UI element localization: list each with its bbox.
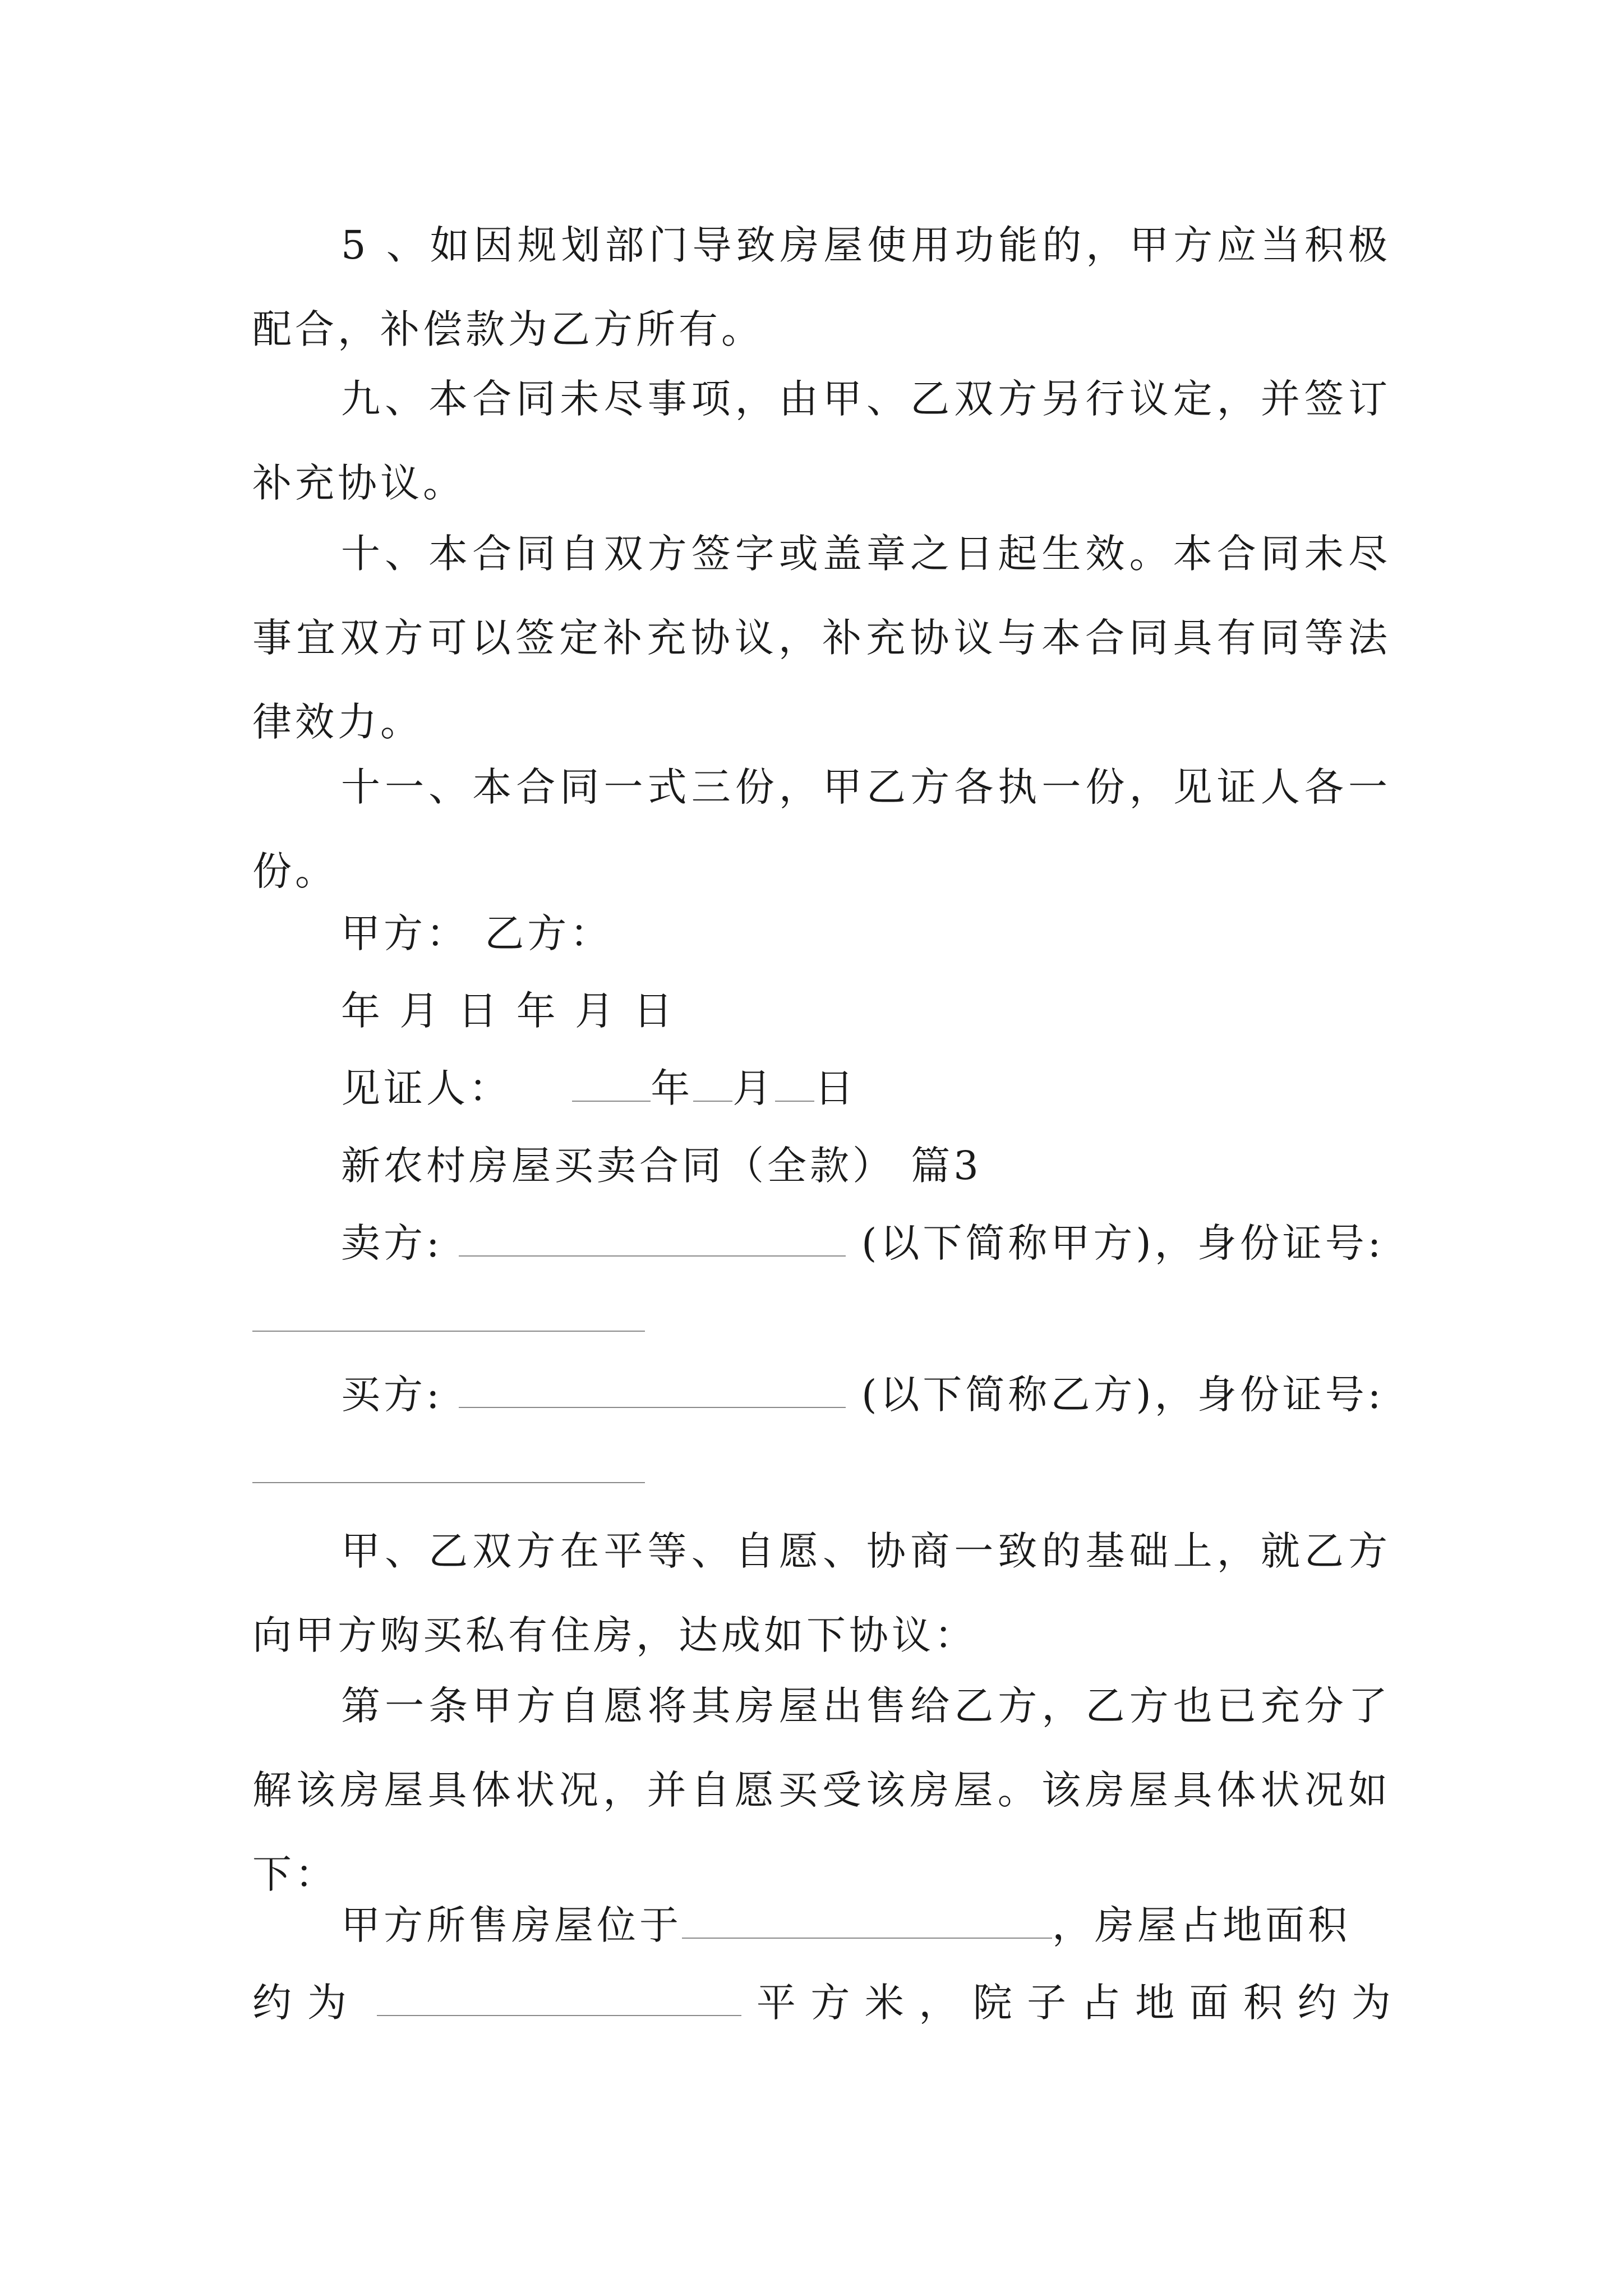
- area-blank[interactable]: [377, 1976, 741, 2016]
- area-suffix-5: 子: [1027, 1980, 1067, 2026]
- area-suffix-4: 院: [972, 1980, 1012, 2026]
- area-suffix-11: 为: [1351, 1980, 1391, 2026]
- section-title: 新农村房屋买卖合同（全款） 篇3: [341, 1143, 982, 1189]
- witness-line: [341, 1060, 857, 1116]
- location-suffix: ，房屋占地面积: [1052, 1902, 1350, 1948]
- seller-name-blank[interactable]: [459, 1216, 846, 1257]
- seller-suffix: (以下简称甲方)，身份证号:: [861, 1220, 1385, 1266]
- area-suffix-7: 地: [1135, 1980, 1175, 2026]
- area-suffix-8: 面: [1189, 1980, 1229, 2026]
- area-suffix-9: 积: [1243, 1980, 1283, 2026]
- witness-year-label: 年: [651, 1065, 694, 1111]
- area-suffix-2: 米: [864, 1980, 904, 2026]
- witness-year-blank[interactable]: [572, 1061, 651, 1102]
- witness-month-label: 月: [732, 1065, 776, 1111]
- buyer-name-blank[interactable]: [459, 1368, 846, 1408]
- area-prefix: 约为: [252, 1980, 362, 2026]
- clause-11: 十一、本合同一式三份，甲乙方各执一份，见证人各一份。: [252, 764, 1391, 894]
- area-line: [252, 1975, 1391, 2031]
- article-1: 第一条甲方自愿将其房屋出售给乙方，乙方也已充分了解该房屋具体状况，并自愿买受该房屋。该房屋具体状况如下：: [252, 1683, 1391, 1897]
- buyer-suffix: (以下简称乙方)，身份证号:: [861, 1372, 1385, 1418]
- area-suffix-10: 约: [1297, 1980, 1337, 2026]
- location-prefix: 甲方所售房屋位于: [341, 1902, 682, 1948]
- signature-parties: 甲方： 乙方：: [341, 910, 613, 956]
- location-blank[interactable]: [682, 1898, 1052, 1939]
- clause-5: 5 、如因规划部门导致房屋使用功能的，甲方应当积极配合，补偿款为乙方所有。: [252, 222, 1391, 352]
- seller-line: [341, 1215, 1384, 1271]
- witness-month-blank[interactable]: [693, 1061, 732, 1102]
- intro-paragraph: 甲、乙双方在平等、自愿、协商一致的基础上，就乙方向甲方购买私有住房，达成如下协议：: [252, 1528, 1391, 1658]
- clause-9: 九、本合同未尽事项，由甲、乙双方另行议定，并签订补充协议。: [252, 376, 1391, 506]
- seller-label: 卖方:: [341, 1220, 443, 1266]
- seller-id-blank[interactable]: [252, 1331, 645, 1332]
- area-suffix-6: 占: [1081, 1980, 1121, 2026]
- area-suffix-1: 方: [810, 1980, 850, 2026]
- buyer-label: 买方:: [341, 1372, 443, 1418]
- witness-label: 见证人：: [341, 1065, 511, 1111]
- area-suffix-3: ，: [919, 1980, 958, 2026]
- buyer-line: [341, 1366, 1384, 1423]
- buyer-id-blank[interactable]: [252, 1482, 645, 1483]
- signature-dates: 年 月 日 年 月 日: [341, 988, 676, 1034]
- witness-day-label: 日: [814, 1065, 857, 1111]
- location-line: [341, 1897, 1350, 1953]
- witness-day-blank[interactable]: [775, 1061, 814, 1102]
- clause-10: 十、本合同自双方签字或盖章之日起生效。本合同未尽事宜双方可以签定补充协议，补充协议与本合同具有同等法律效力。: [252, 531, 1391, 745]
- area-suffix-0: 平: [756, 1980, 796, 2026]
